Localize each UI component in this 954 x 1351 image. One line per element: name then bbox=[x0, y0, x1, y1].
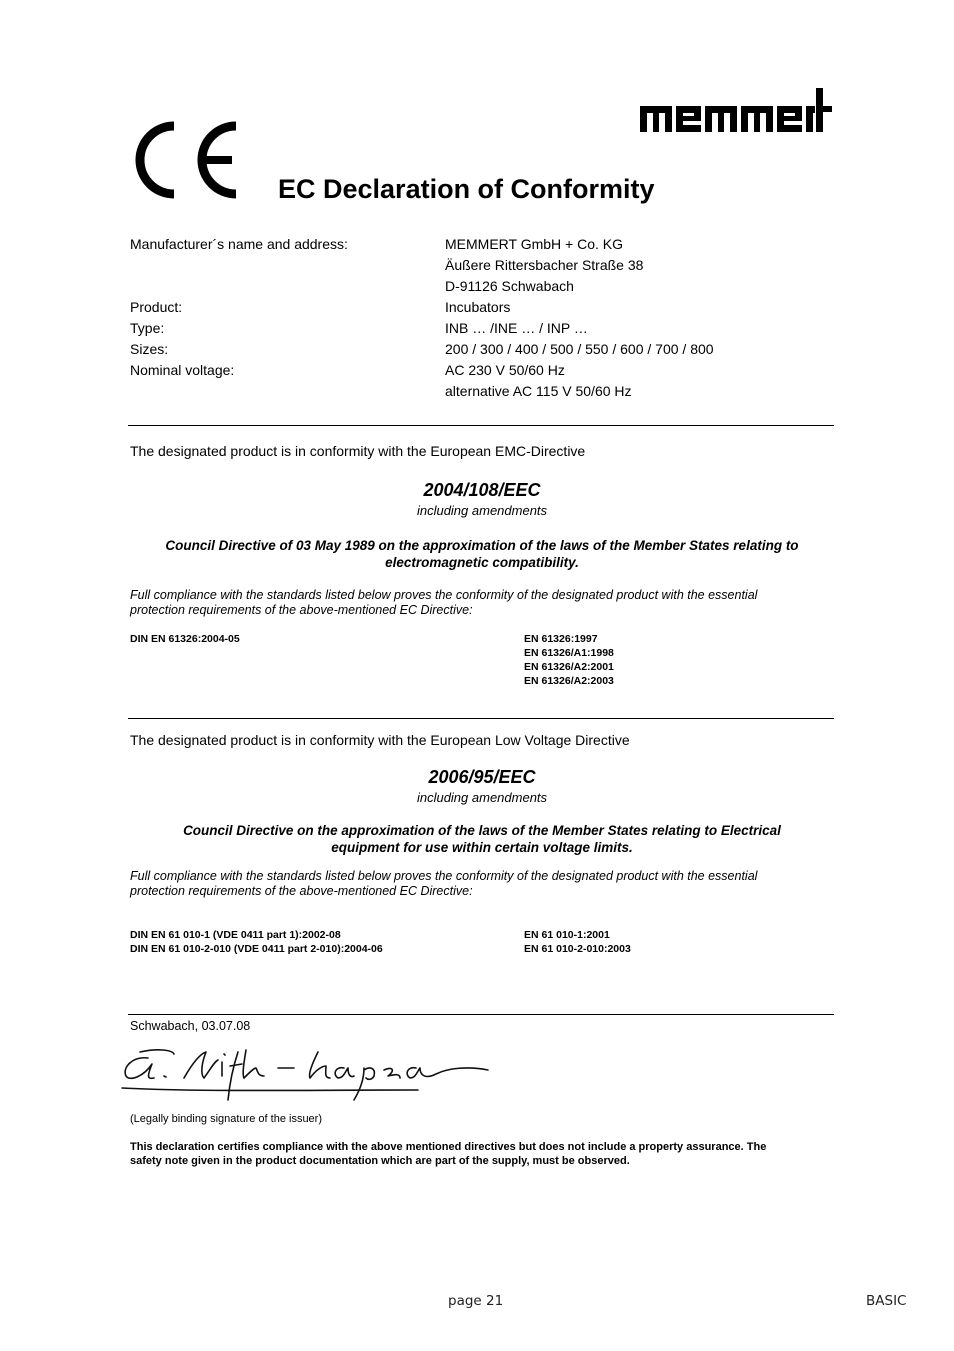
lvd-standard-item: EN 61 010-2-010:2003 bbox=[524, 943, 631, 955]
lvd-standard-item: DIN EN 61 010-2-010 (VDE 0411 part 2-010):2004-06 bbox=[130, 943, 383, 955]
lvd-council-line: equipment for use within certain voltage limits. bbox=[331, 840, 633, 855]
emc-standard-din: DIN EN 61326:2004-05 bbox=[130, 633, 240, 645]
lvd-standard-item: EN 61 010-1:2001 bbox=[524, 929, 610, 941]
sizes-label: Sizes: bbox=[130, 341, 169, 357]
page-title: EC Declaration of Conformity bbox=[278, 174, 655, 204]
emc-standards-en bbox=[524, 632, 614, 688]
voltage-alternative: alternative AC 115 V 50/60 Hz bbox=[445, 383, 632, 399]
declaration-notice bbox=[130, 1140, 830, 1168]
emc-compliance-line: Full compliance with the standards listed below proves the conformity of the designated product with the essential bbox=[130, 588, 758, 602]
edition-label: BASIC bbox=[866, 1293, 907, 1309]
memmert-logo-graphic bbox=[638, 86, 834, 134]
notice-line: safety note given in the product documentation which are part of the supply, must be observed. bbox=[130, 1155, 630, 1167]
emc-council-line: electromagnetic compatibility. bbox=[385, 555, 579, 570]
notice-line: This declaration certifies compliance with the above mentioned directives but does not include a property assurance. The bbox=[130, 1141, 767, 1153]
emc-compliance-line: protection requirements of the above-mentioned EC Directive: bbox=[130, 603, 473, 617]
ce-mark bbox=[130, 120, 242, 205]
divider bbox=[128, 425, 834, 426]
emc-standard-item: EN 61326/A1:1998 bbox=[524, 647, 614, 659]
divider bbox=[128, 1014, 834, 1015]
memmert-logo bbox=[638, 86, 834, 139]
type-value: INB … /INE … / INP … bbox=[445, 320, 588, 336]
lvd-council-directive bbox=[130, 822, 834, 856]
lvd-amendments: including amendments bbox=[416, 790, 548, 805]
emc-standard-item: EN 61326/A2:2003 bbox=[524, 675, 614, 687]
emc-directive: 2004/108/EEC bbox=[423, 480, 541, 500]
ce-mark-icon bbox=[130, 120, 242, 200]
manufacturer-label: Manufacturer´s name and address: bbox=[130, 236, 348, 252]
product-value: Incubators bbox=[445, 299, 511, 315]
emc-council-directive bbox=[130, 537, 834, 571]
signature bbox=[118, 1040, 498, 1111]
page-number: page 21 bbox=[448, 1293, 504, 1309]
product-label: Product: bbox=[130, 299, 183, 315]
manufacturer-street: Äußere Rittersbacher Straße 38 bbox=[445, 257, 644, 273]
emc-standard-item: EN 61326/A2:2001 bbox=[524, 661, 614, 673]
divider bbox=[128, 718, 834, 719]
voltage-value: AC 230 V 50/60 Hz bbox=[445, 362, 565, 378]
emc-standard-item: EN 61326:1997 bbox=[524, 633, 598, 645]
manufacturer-name: MEMMERT GmbH + Co. KG bbox=[445, 236, 624, 252]
lvd-compliance-line: Full compliance with the standards listed below proves the conformity of the designated product with the essential bbox=[130, 869, 758, 883]
lvd-council-line: Council Directive on the approximation of the laws of the Member States relating to Electrical bbox=[183, 823, 781, 838]
signature-caption: (Legally binding signature of the issuer) bbox=[130, 1113, 323, 1125]
manufacturer-city: D-91126 Schwabach bbox=[445, 278, 574, 294]
voltage-label: Nominal voltage: bbox=[130, 362, 235, 378]
lvd-compliance-line: protection requirements of the above-mentioned EC Directive: bbox=[130, 884, 473, 898]
place-date: Schwabach, 03.07.08 bbox=[130, 1019, 251, 1033]
emc-council-line: Council Directive of 03 May 1989 on the approximation of the laws of the Member States relating to bbox=[165, 538, 799, 553]
emc-compliance-text bbox=[130, 588, 834, 618]
lvd-standard-item: DIN EN 61 010-1 (VDE 0411 part 1):2002-08 bbox=[130, 929, 341, 941]
emc-intro: The designated product is in conformity with the European EMC-Directive bbox=[130, 443, 586, 459]
product-info bbox=[130, 234, 834, 402]
lvd-compliance-text bbox=[130, 869, 834, 899]
lvd-intro: The designated product is in conformity with the European Low Voltage Directive bbox=[130, 732, 630, 748]
lvd-standards-en bbox=[524, 928, 631, 956]
sizes-value: 200 / 300 / 400 / 500 / 550 / 600 / 700 / 800 bbox=[445, 341, 714, 357]
handwritten-signature-graphic bbox=[118, 1040, 498, 1106]
type-label: Type: bbox=[130, 320, 165, 336]
lvd-directive: 2006/95/EEC bbox=[428, 767, 536, 787]
lvd-standards-din bbox=[130, 928, 383, 956]
emc-amendments: including amendments bbox=[416, 503, 548, 518]
